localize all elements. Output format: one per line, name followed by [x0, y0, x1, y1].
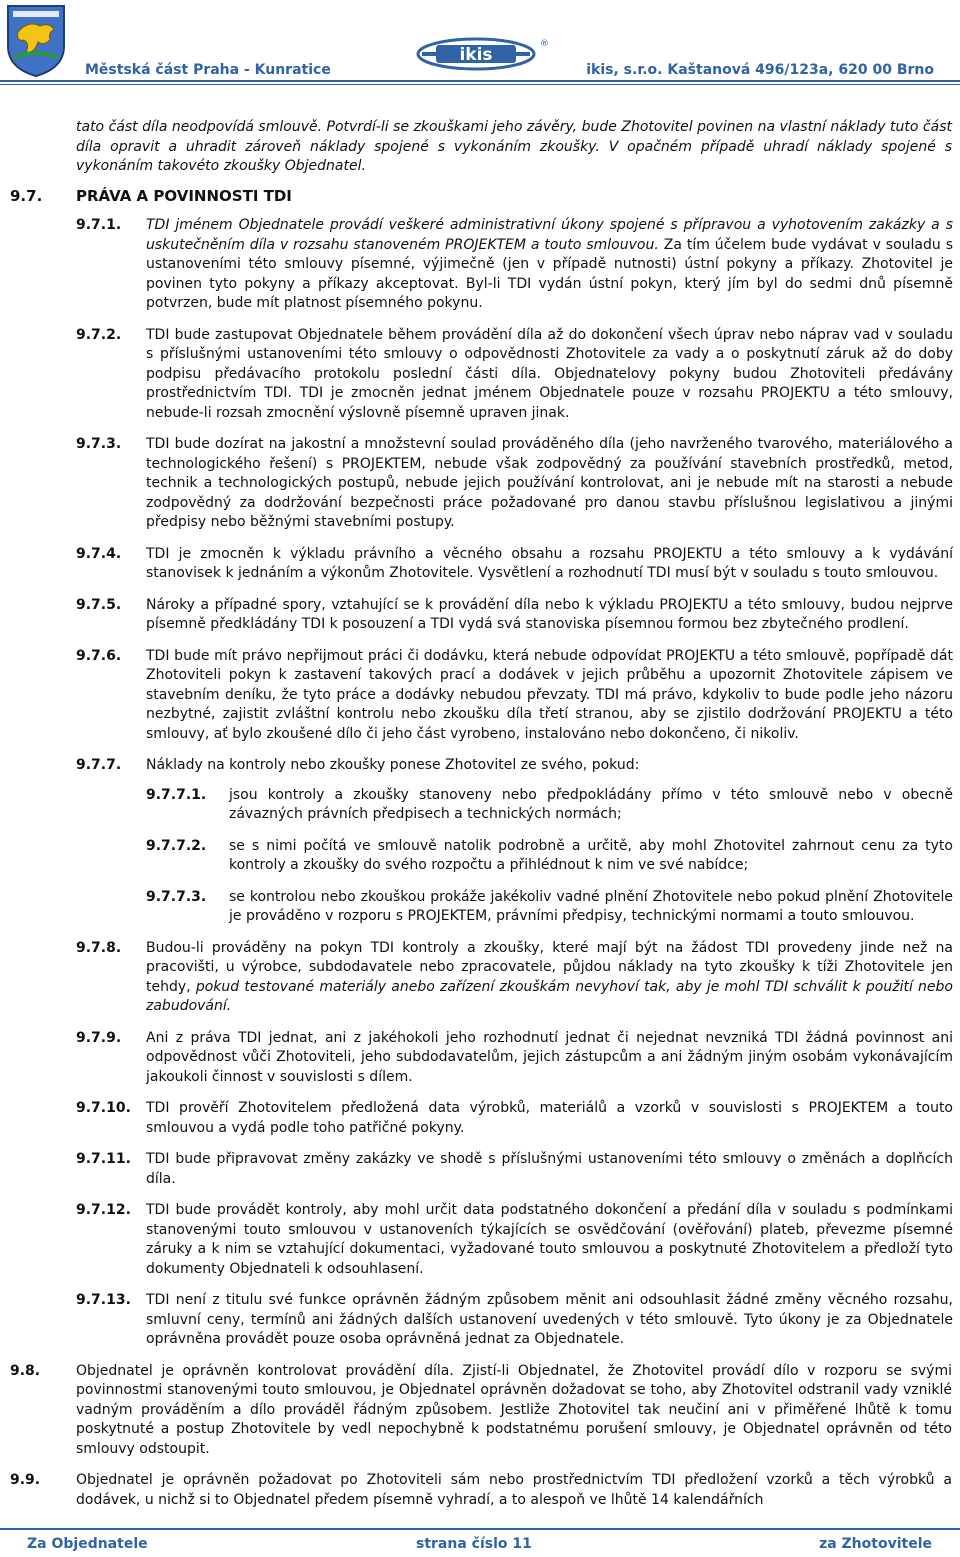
section-text: Objednatel je oprávněn kontrolovat provádění díla. Zjistí-li Objednatel, že Zhotovitel provádí dílo v rozporu se svými povinnostmi stanovenými touto smlouvou, je Objednatel oprávněn dožadovat se toho, aby Zhotovitel odstranil vady vzniklé vadným prováděním a dílo prováděl řádným způsobem. Jestliže Zhotovitel tak neučiní ani v přiměřené lhůtě k tomu poskytnuté a postup Zhotovitele by vedl nepochybně k podstatnému porušení smlouvy, je Objednatel oprávněn od této smlouvy odstoupit.: [76, 1362, 952, 1457]
clause-text: TDI bude zastupovat Objednatele během provádění díla až do dokončení všech úprav nebo náprav vad v souladu s příslušnými ustanoveními této smlouvy o odpovědnosti Zhotovitele za vady a o poskytnutí záruk až do doby podpisu předávacího protokolu poslední části díla. Objednatelovy pokyny budou Zhotoviteli předávány prostřednictvím TDI. TDI je zmocněn jednat jménem Objednatele pouze v rozsahu PROJEKTU a této smlouvy, nebude-li rozsah zmocnění výslovně písemně upraven jinak.: [146, 326, 953, 421]
subclause-text: se s nimi počítá ve smlouvě natolik podrobně a určitě, aby mohl Zhotovitel zahrnout cenu za tyto kontroly a zkoušky do svého rozpočtu a přihlédnout k nim ve své nabídce;: [229, 837, 953, 873]
subclause-9-7-7-3: [0, 888, 960, 927]
clause-text: Ani z práva TDI jednat, ani z jakéhokoli jeho rozhodnutí jednat či nejednat nevzniká TDI žádná povinnost ani odpovědnost vůči Zhotoviteli, jeho subdodavatelům, jejich zástupcům a ani žádným jiným osobám vykonávajícím jakoukoli činnost v souvislosti s dílem.: [146, 1029, 953, 1085]
ikis-logo: [414, 34, 554, 72]
clause-9-7-6: [0, 647, 960, 745]
clause-number: 9.7.10.: [76, 1100, 131, 1116]
section-number: 9.9.: [10, 1472, 41, 1488]
clause-number: 9.7.13.: [76, 1292, 131, 1308]
section-9-8: [0, 1362, 960, 1460]
ikis-logo-icon: [414, 34, 554, 72]
subclause-number: 9.7.7.1.: [146, 786, 207, 803]
clause-text: TDI bude mít právo nepřijmout práci či dodávku, která nebude odpovídat PROJEKTU a této smlouvě, popřípadě dát Zhotoviteli pokyn k zastavení takových prací a dodávek v jejich průběhu a upozornit Zhotovitele zápisem ve stavebním deníku, že tyto práce a dodávky nebudou převzaty. TDI má právo, kdykoliv to bude podle jeho názoru nezbytné, zajistit zvláštní kontrolu nebo zkoušku díla třetí stranou, aby se zjistilo dodržování PROJEKTU a této smlouvy, ať bylo zkoušené dílo či jeho část vyrobeno, instalováno nebo dokončeno, či nikoliv.: [146, 647, 953, 742]
subclause-9-7-7-2: [0, 837, 960, 876]
clause-text: TDI není z titulu své funkce oprávněn žádným způsobem měnit ani odsouhlasit žádné změny věcného rozsahu, smluvní ceny, termínů ani žádných dalších ustanovení uvedených v této smlouvě. Tyto úkony je za Objednatele oprávněna provádět pouze osoba oprávněná jednat za Objednatele.: [146, 1292, 953, 1347]
clause-text: [146, 939, 953, 1017]
section-number: 9.7.: [10, 186, 43, 205]
clause-9-7-4: [0, 545, 960, 584]
section-heading: [0, 187, 960, 207]
header-left-text: Městská část Praha - Kunratice: [85, 62, 331, 78]
clause-text-italic: TDI jménem Objednatele provádí veškeré administrativní úkony spojené s přípravou a vyhotovením zakázky a s uskutečněním díla v rozsahu stanoveném PROJEKTEM a touto smlouvou.: [146, 217, 953, 253]
page-header: [0, 0, 960, 82]
subclause-text: jsou kontroly a zkoušky stanoveny nebo předpokládány přímo v této smlouvě nebo v obecně závazných právních předpisech a technických normách;: [229, 786, 953, 822]
clause-9-7-10: [0, 1099, 960, 1138]
clause-9-7-11: [0, 1150, 960, 1189]
intro-paragraph: tato část díla neodpovídá smlouvě. Potvrdí-li se zkouškami jeho závěry, bude Zhotovitel povinen na vlastní náklady tuto část díla opravit a uhradit zároveň náklady spojené s vykonáním zkoušky. V opačném případě uhradí náklady spojené s vykonáním takovéto zkoušky Objednatel.: [76, 119, 952, 174]
clause-9-7-2: [0, 326, 960, 424]
clause-9-7-1: [0, 216, 960, 314]
clause-9-7-3: [0, 435, 960, 533]
clause-number: 9.7.6.: [76, 647, 122, 664]
subclause-number: 9.7.7.2.: [146, 837, 207, 854]
clause-number: 9.7.2.: [76, 326, 122, 343]
clause-9-7-7: [0, 756, 960, 776]
footer-divider: [0, 1528, 960, 1530]
subclause-number: 9.7.7.3.: [146, 888, 207, 905]
clause-number: 9.7.9.: [76, 1029, 122, 1046]
clause-text: TDI bude provádět kontroly, aby mohl určit data podstatného dokončení a předání díla v souladu s podmínkami stanovenými touto smlouvou v ustanoveních týkajících se osvědčování (ověřování) plateb, převezme písemné záruky a k nim se vztahující dokumentaci, vyžadované touto smlouvou a poskytnuté Zhotovitelem a předloží tyto dokumenty Objednateli k odsouhlasení.: [146, 1202, 953, 1277]
clause-9-7-8: [0, 939, 960, 1017]
clause-number: 9.7.4.: [76, 545, 122, 562]
document-body: [0, 118, 960, 1522]
registered-mark: ®: [540, 39, 549, 49]
clause-9-7-13: [0, 1291, 960, 1350]
header-divider: [0, 80, 960, 82]
clause-number: 9.7.7.: [76, 757, 122, 773]
header-right-text: ikis, s.r.o. Kaštanová 496/123a, 620 00 Brno: [586, 62, 934, 78]
clause-number: 9.7.1.: [76, 217, 122, 233]
clause-text-normal: Za tím účelem bude vydávat v souladu s ustanoveními této smlouvy písemné, výjimečně (jen v případě nutnosti) ústní pokyny a příkazy. Zhotovitel je povinen tyto pokyny a příkazy akceptovat. Byl-li TDI vydán ústní pokyn, který jím byl do sedmi dnů písemně potvrzen, bude mít platnost písemného pokynu.: [146, 236, 953, 311]
section-number: 9.8.: [10, 1362, 41, 1379]
page-footer: [0, 1528, 960, 1557]
clause-text: TDI bude připravovat změny zakázky ve shodě s příslušnými ustanoveními této smlouvy o změnách a doplňcích díla.: [146, 1151, 953, 1187]
clause-text: [146, 216, 953, 314]
header-divider-thin: [0, 84, 960, 85]
section-title: PRÁVA A POVINNOSTI TDI: [76, 186, 292, 205]
footer-left: Za Objednatele: [27, 1536, 148, 1552]
clause-text: TDI prověří Zhotovitelem předložená data výrobků, materiálů a vzorků v souvislosti s PROJEKTEM a touto smlouvou a vydá podle toho patřičné pokyny.: [146, 1100, 953, 1136]
footer-right: za Zhotovitele: [819, 1536, 932, 1552]
clause-number: 9.7.8.: [76, 939, 122, 956]
clause-text: TDI bude dozírat na jakostní a množstevní soulad prováděného díla (jeho navrženého tvarového, materiálového a technologického řešení) s PROJEKTEM, nebude však zodpovědný za používání stavebních prostředků, metod, technik a technologických postupů, nebude jejich používání kontrolovat, ani je nebude mít na starosti a nebude zodpovědný za dodržování bezpečnosti práce požadované pro danou stavbu příslušnou legislativou a jinými předpisy nebo běžnými stavebními postupy.: [146, 436, 953, 530]
page-number: strana číslo 11: [416, 1536, 532, 1552]
subclause-9-7-7-1: [0, 786, 960, 825]
clause-text-italic: pokud testované materiály anebo zařízení zkouškám nevyhoví tak, aby je mohl TDI schválit k použití nebo zabudování.: [146, 978, 953, 1014]
section-9-9: [0, 1471, 960, 1510]
clause-text: Náklady na kontroly nebo zkoušky ponese Zhotovitel ze svého, pokud:: [146, 757, 640, 773]
clause-9-7-12: [0, 1201, 960, 1279]
clause-number: 9.7.12.: [76, 1202, 131, 1218]
clause-number: 9.7.11.: [76, 1151, 131, 1167]
clause-text-normal: Budou-li prováděny na pokyn TDI kontroly a zkoušky, které mají být na žádost TDI provedeny jinde než na pracovišti, u výrobce, subdodavatele nebo zpracovatele, půjdou náklady na tyto zkoušky k tíži Zhotovitele jen tehdy,: [146, 939, 953, 995]
clause-text: TDI je zmocněn k výkladu právního a věcného obsahu a rozsahu PROJEKTU a této smlouvy a k vydávání stanovisek k jednáním a výkonům Zhotovitele. Vysvětlení a rozhodnutí TDI musí být v souladu s touto smlouvou.: [146, 545, 953, 581]
clause-number: 9.7.3.: [76, 436, 122, 452]
logo-text: ikis: [459, 45, 493, 65]
section-text: Objednatel je oprávněn požadovat po Zhotoviteli sám nebo prostřednictvím TDI předložení vzorků a těch výrobků a dodávek, u nichž si to Objednatel předem písemně vyhradí, a to alespoň ve lhůtě 14 kalendářních: [76, 1472, 952, 1508]
clause-9-7-5: [0, 596, 960, 635]
subclause-text: se kontrolou nebo zkouškou prokáže jakékoliv vadné plnění Zhotovitele nebo pokud plnění Zhotovitele je prováděno v rozporu s PROJEKTEM, právními předpisy, technickými normami a touto smlouvou.: [229, 888, 953, 924]
clause-text: Nároky a případné spory, vztahující se k provádění díla nebo k výkladu PROJEKTU a této smlouvy, budou nejprve písemně předkládány TDI k posouzení a TDI vydá svá stanoviska písemnou formou bez zbytečného prodlení.: [146, 596, 953, 632]
clause-9-7-9: [0, 1029, 960, 1088]
clause-number: 9.7.5.: [76, 596, 122, 613]
coat-of-arms-icon: [4, 2, 68, 78]
